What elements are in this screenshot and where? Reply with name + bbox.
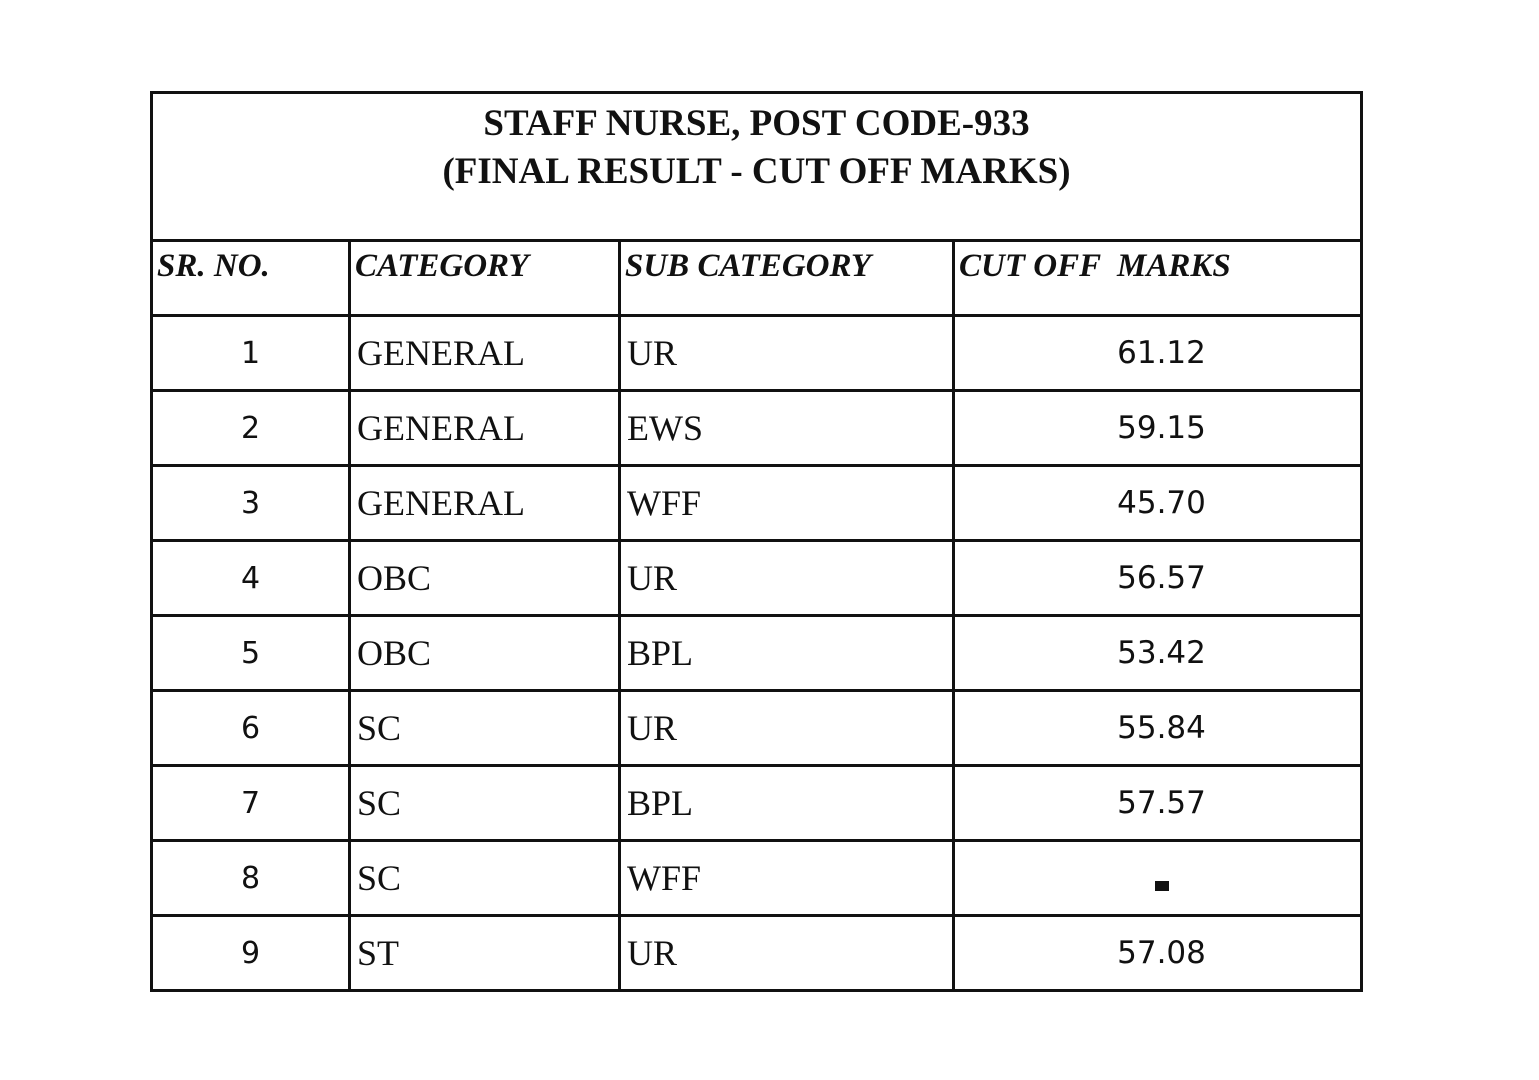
- sr-no-cell: 6: [152, 691, 350, 766]
- table-row: [152, 916, 1362, 991]
- table-row: [152, 541, 1362, 616]
- marks-cell: 57.08: [954, 916, 1362, 991]
- category-cell: GENERAL: [350, 466, 620, 541]
- sr-no-cell: 9: [152, 916, 350, 991]
- table-row: [152, 841, 1362, 916]
- sr-no-cell: 7: [152, 766, 350, 841]
- category-cell: GENERAL: [350, 391, 620, 466]
- sr-no-cell: 5: [152, 616, 350, 691]
- sub-category-cell: EWS: [620, 391, 954, 466]
- header-cut-off-marks: CUT OFF MARKS: [954, 241, 1362, 316]
- title-line-2: (FINAL RESULT - CUT OFF MARKS): [442, 151, 1071, 192]
- category-cell: OBC: [350, 616, 620, 691]
- sr-no-cell: 2: [152, 391, 350, 466]
- marks-cell: 55.84: [954, 691, 1362, 766]
- table-header-row: [152, 241, 1362, 316]
- category-cell: OBC: [350, 541, 620, 616]
- marks-cell: 45.70: [954, 466, 1362, 541]
- dash-mark: [1155, 881, 1169, 891]
- sub-category-cell: UR: [620, 916, 954, 991]
- marks-cell: 61.12: [954, 316, 1362, 391]
- sub-category-cell: WFF: [620, 466, 954, 541]
- category-cell: ST: [350, 916, 620, 991]
- header-sr-no: SR. NO.: [152, 241, 350, 316]
- table-row: [152, 766, 1362, 841]
- marks-cell-dash: [954, 841, 1362, 916]
- sub-category-cell: UR: [620, 316, 954, 391]
- sr-no-cell: 8: [152, 841, 350, 916]
- table-row: [152, 616, 1362, 691]
- category-cell: SC: [350, 691, 620, 766]
- sr-no-cell: 1: [152, 316, 350, 391]
- sub-category-cell: UR: [620, 691, 954, 766]
- table-row: [152, 316, 1362, 391]
- marks-cell: 56.57: [954, 541, 1362, 616]
- category-cell: SC: [350, 766, 620, 841]
- sub-category-cell: BPL: [620, 616, 954, 691]
- header-sub-category: SUB CATEGORY: [620, 241, 954, 316]
- table-title-row: [152, 93, 1362, 241]
- marks-cell: 59.15: [954, 391, 1362, 466]
- sub-category-cell: BPL: [620, 766, 954, 841]
- table-row: [152, 466, 1362, 541]
- sr-no-cell: 3: [152, 466, 350, 541]
- table-title: [152, 93, 1362, 241]
- table-row: [152, 391, 1362, 466]
- marks-cell: 57.57: [954, 766, 1362, 841]
- marks-cell: 53.42: [954, 616, 1362, 691]
- table-row: [152, 691, 1362, 766]
- sub-category-cell: WFF: [620, 841, 954, 916]
- sr-no-cell: 4: [152, 541, 350, 616]
- sub-category-cell: UR: [620, 541, 954, 616]
- category-cell: SC: [350, 841, 620, 916]
- title-line-1: STAFF NURSE, POST CODE-933: [483, 103, 1030, 144]
- header-category: CATEGORY: [350, 241, 620, 316]
- category-cell: GENERAL: [350, 316, 620, 391]
- cut-off-marks-table: [150, 91, 1363, 992]
